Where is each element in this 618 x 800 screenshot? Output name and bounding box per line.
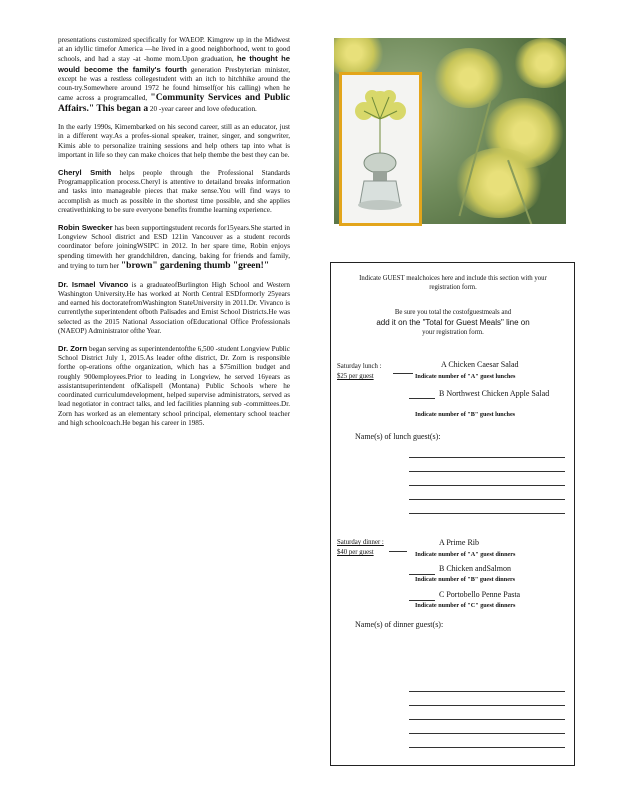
bio-cheryl [58, 168, 290, 215]
guest-meal-form [330, 262, 575, 766]
inset-photo-frame [339, 72, 422, 226]
bio-name: Cheryl Smith [58, 168, 112, 178]
lunch-a-field[interactable] [393, 373, 413, 374]
bio-zorn [58, 344, 290, 428]
form-instruction-4: your registration form. [422, 329, 484, 336]
dinner-a-field[interactable] [389, 551, 407, 552]
dinner-guest-name-line[interactable] [409, 691, 565, 692]
bio-column [58, 36, 290, 436]
lunch-option-a: A Chicken Caesar Salad [441, 360, 519, 369]
lunch-guest-name-line[interactable] [409, 513, 565, 514]
bio-name: Dr. Zorn [58, 344, 88, 354]
dinner-option-b: B Chicken andSalmon [439, 564, 511, 573]
bio-kim-text-2: generation Presbyterian minister, except he was a restless collegestudent with an itch to hitchhike around the coun-try.Somewhere around 1972 he found himself(or his calling) when he came across a programcalled, [58, 65, 291, 103]
lunch-option-b: B Northwest Chicken Apple Salad [439, 389, 550, 398]
form-instruction-3: add it on the "Total for Guest Meals" line on [376, 318, 530, 327]
dinner-c-field[interactable] [409, 600, 435, 601]
form-instruction-2: Be sure you total the costofguestmeals and [394, 309, 512, 316]
lunch-b-field[interactable] [409, 398, 435, 399]
lunch-price: $25 per guest [337, 373, 374, 380]
lunch-guest-name-line[interactable] [409, 457, 565, 458]
bio-cheryl-text: helps people through the Professional Standards Programapplication process.Cheryl is attentive to detailand breaks information and tasks into manageable pieces that make sense.You will find ways to accomplish as much as possible in the shortest time possible, and she applies creativethinking to be sure everyone benefits fromthe learning experience. [58, 169, 291, 214]
bio-kim-text: presentations customized specifically for WAEOP. Kimgrew up in the Midwest at an idyllic timefor America —he lived in a good neighborhood, went to good schools, and had a stay -at -home mom.Upon graduation, [58, 36, 290, 64]
dinner-option-a: A Prime Rib [439, 538, 480, 547]
dinner-option-c-note: Indicate number of "C" guest dinners [415, 602, 516, 609]
bio-kim-text-3: 20 -year career and love ofeducation. [149, 105, 257, 114]
flower-cluster [434, 48, 504, 108]
bio-name: Robin Swecker [58, 223, 113, 233]
bio-kim-emphasis-2: "Community Services and Public Affairs." This began a [58, 93, 291, 115]
lunch-guest-name-line[interactable] [409, 499, 565, 500]
dinner-guest-name-line[interactable] [409, 733, 565, 734]
bio-vivanco-text: is a graduateofBurlington High School and Western Washington University.He has worked at North Central ESDformorly 25years and earned his doctoratefromWashington StateUniversity in 2011.Dr. Vivanco is currentlythe superintendent ofboth Palisades and Ernist School Districts.He was selected as the 2015 National Association ofEducational Office Professionals (NAEOP) Administrator ofthe Year. [58, 280, 290, 335]
dinner-guest-name-line[interactable] [409, 705, 565, 706]
form-instruction: Indicate GUEST mealchoices here and include this section with your registration form. [359, 275, 547, 291]
bio-vivanco [58, 280, 290, 336]
glass-knob-icon [342, 75, 419, 223]
bio-kim-career: In the early 1990s, Kimembarked on his second career, still as an educator, just in a different way.As a profes-sional speaker, trainer, singer, and songwriter, Kimis able to personalize training sessions and help others tap into what is important in life so they can make choices that help thembe the best they can be. [58, 123, 290, 159]
bio-kim-emphasis: he thought he would become the family's fourth [58, 54, 291, 74]
bio-robin [58, 223, 290, 272]
lunch-guest-name-line[interactable] [409, 471, 565, 472]
dinner-b-field[interactable] [409, 574, 435, 575]
lunch-option-a-note: Indicate number of "A" guest lunches [415, 373, 516, 380]
dinner-price: $40 per guest [337, 549, 374, 556]
dinner-option-c: C Portobello Penne Pasta [439, 590, 521, 599]
dinner-option-b-note: Indicate number of "B" guest dinners [415, 576, 516, 583]
dinner-option-a-note: Indicate number of "A" guest dinners [415, 551, 516, 558]
lunch-guest-names-label: Name(s) of lunch guest(s): [355, 432, 441, 441]
bio-kim [58, 36, 290, 115]
lunch-option-b-note: Indicate number of "B" guest lunches [415, 411, 516, 418]
bio-robin-emphasis: "brown" gardening thumb "green!" [120, 260, 270, 271]
lunch-guest-name-line[interactable] [409, 485, 565, 486]
flower-cluster [514, 38, 566, 88]
dinner-guest-name-line[interactable] [409, 719, 565, 720]
bio-robin-text: has been supportingstudent records for15years.She started in Longview School district and ESD 121in Vancouver as a student records coordinator before joiningWSIPC in 2012. In her spare time, Robin enjoys spending timewith her grandchildren, dancing, baking for friends and family, and trying to turn her [58, 224, 290, 270]
bio-zorn-text: began serving as superintendentofthe 6,500 -student Longview Public School District July 1, 2015.As leader ofthe district, Dr. Zorn is responsible forthe op-erations ofthe organization, which has a $75million budget and roughly 900employees.Prior to leading in Longview, he served 16years as assistantsuperintendent ofKalispell (Montana) Public Schools where he coordinated curriculumdevelopment, helped supervise administrators, served as lead negotiator in contract talks, and led facilities planning sub -committees.Dr. Zorn has worked as an elementary school principal, elementary school teacher and high schoolcoach.He began his career in 1985. [58, 345, 290, 427]
dinner-guest-names-label: Name(s) of dinner guest(s): [355, 620, 444, 629]
dinner-guest-name-line[interactable] [409, 747, 565, 748]
lunch-label: Saturday lunch : [337, 363, 382, 370]
dinner-label: Saturday dinner : [337, 539, 384, 546]
bio-name: Dr. Ismael Vivanco [58, 279, 129, 289]
